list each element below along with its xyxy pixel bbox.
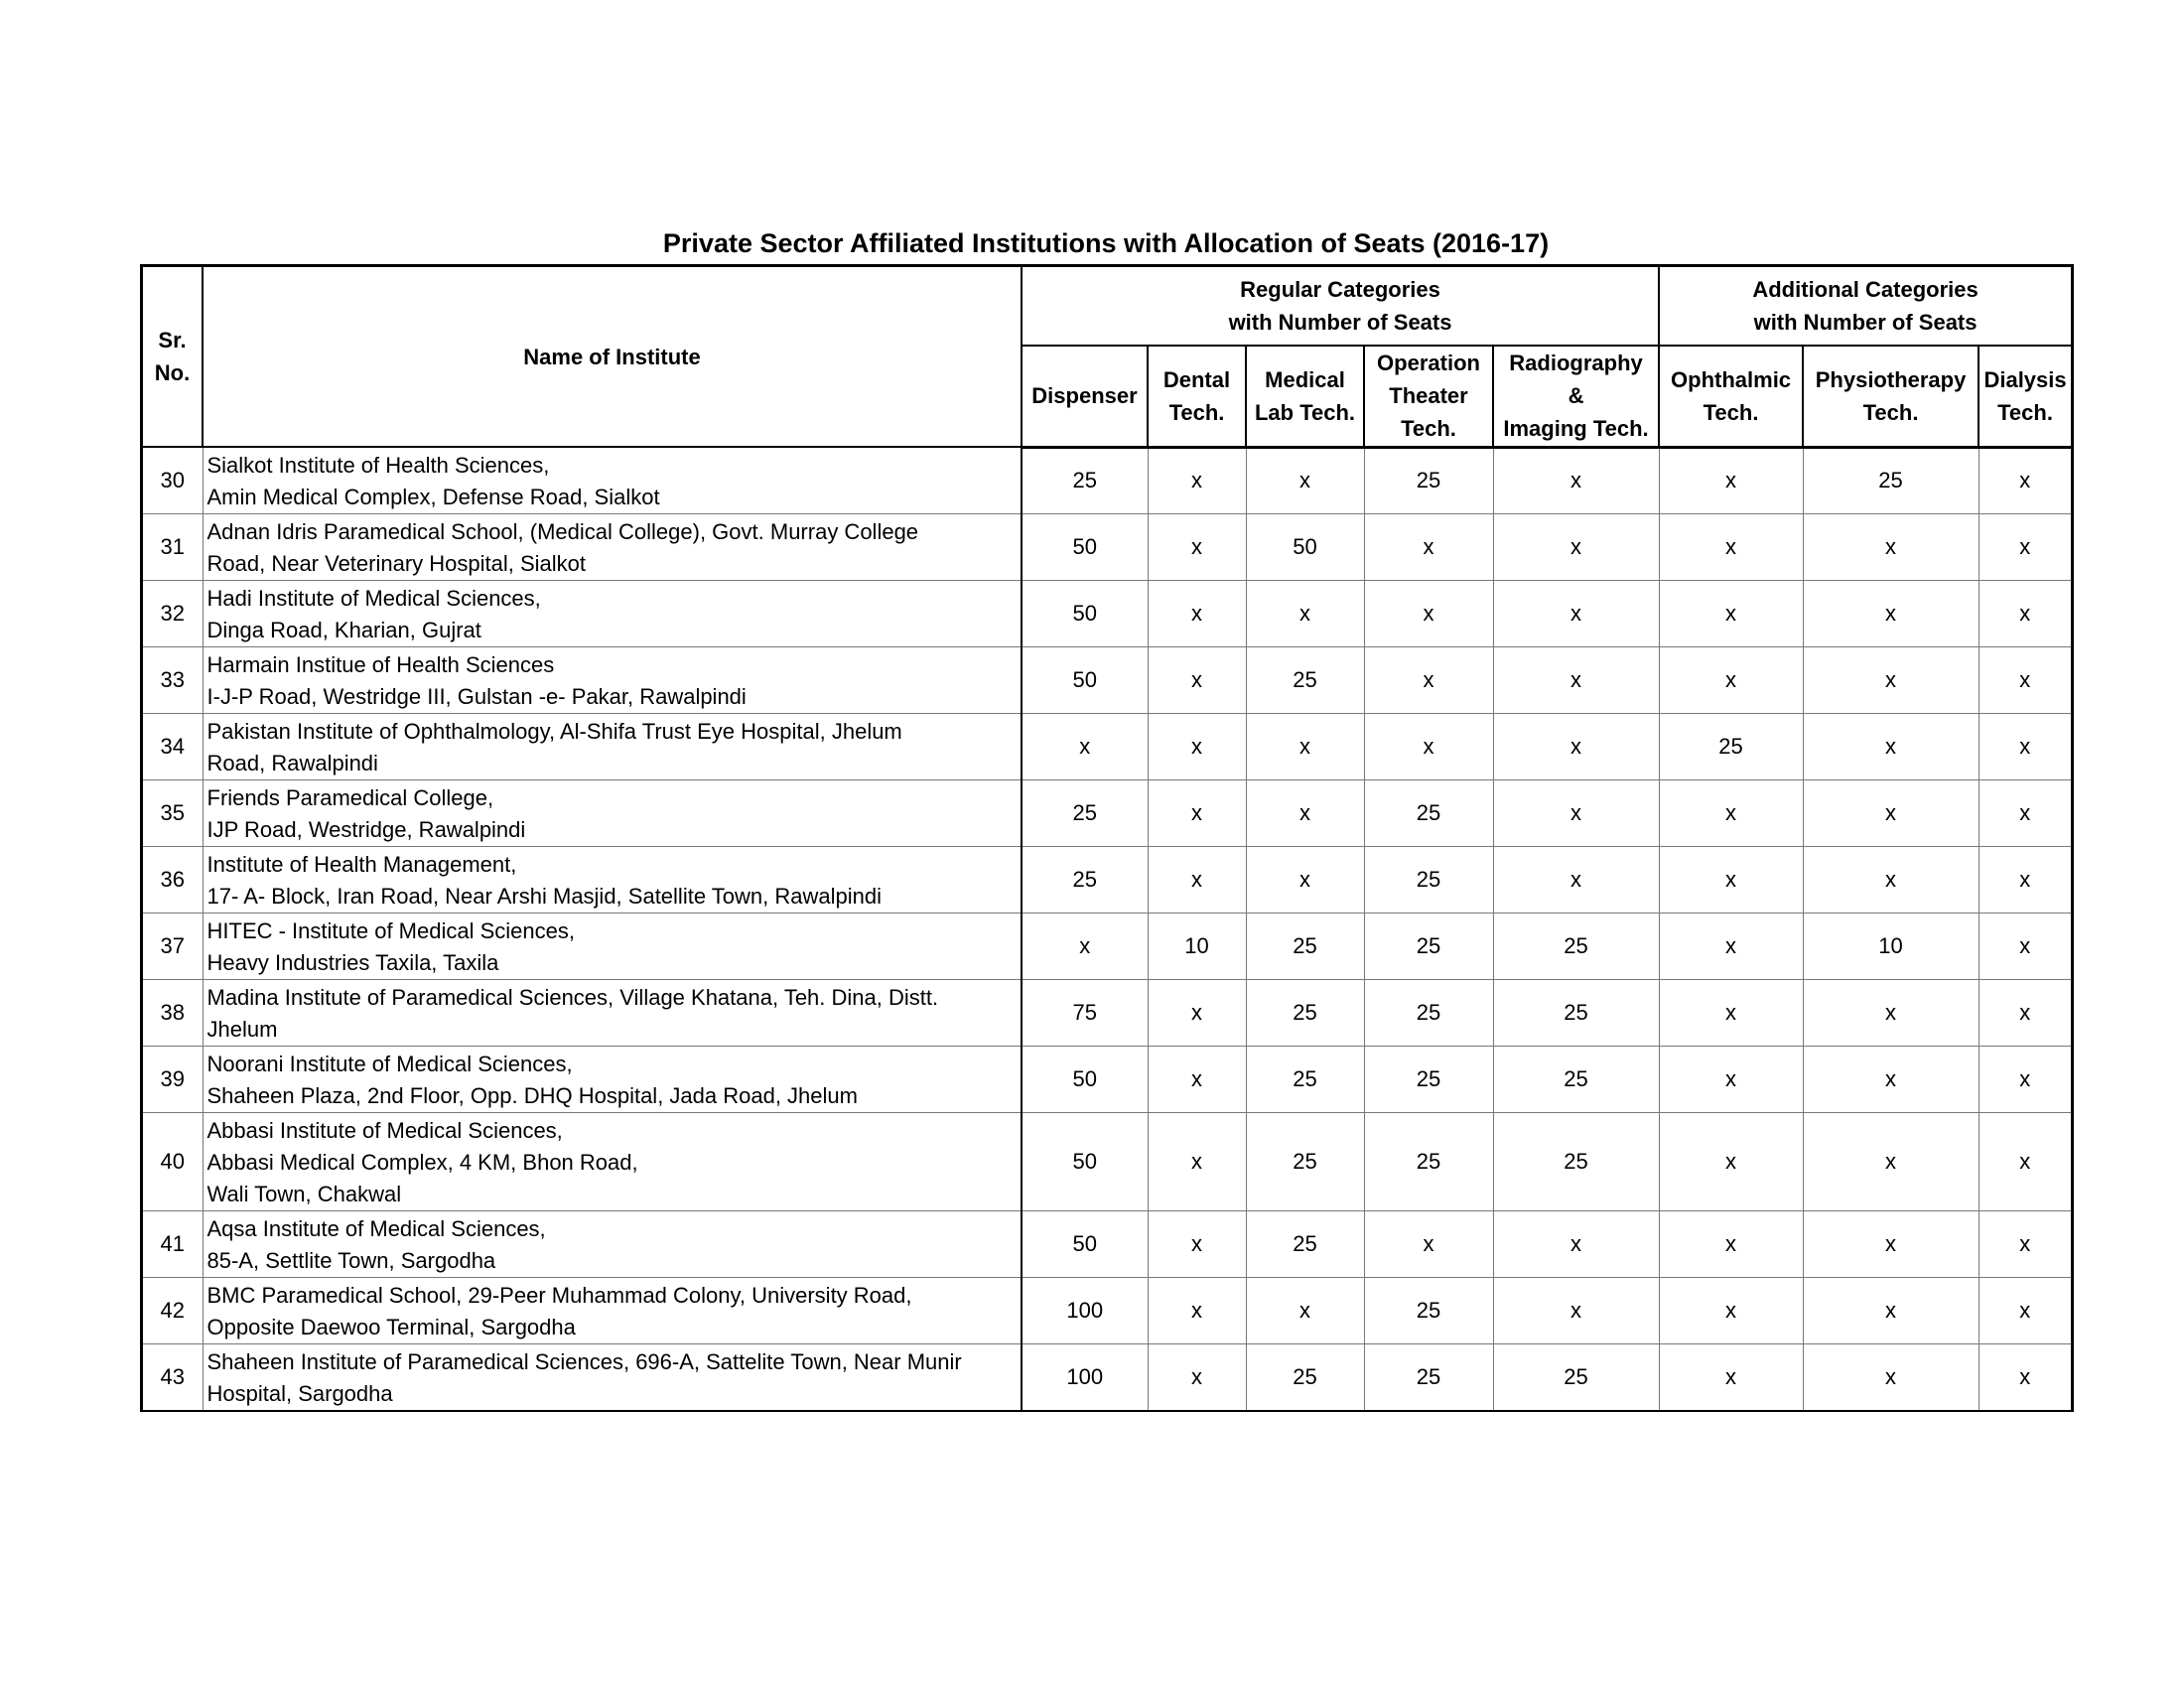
seats-medical-lab-tech-cell: x <box>1246 780 1364 847</box>
institute-name-line: Opposite Daewoo Terminal, Sargodha <box>206 1315 576 1339</box>
seats-dialysis-tech-cell: x <box>1979 1344 2072 1411</box>
seats-physiotherapy-tech-cell: x <box>1803 780 1979 847</box>
institute-name-line: Aqsa Institute of Medical Sciences, <box>206 1216 546 1241</box>
seats-medical-lab-tech-cell: 25 <box>1246 1211 1364 1278</box>
seats-dispenser-cell: 50 <box>1022 581 1148 647</box>
sr-no-cell: 36 <box>142 847 203 914</box>
header-additional-categories: Additional Categories with Number of Seats <box>1659 266 2072 346</box>
institute-name-cell <box>203 1278 1022 1344</box>
institute-name-line: Harmain Institue of Health Sciences <box>206 652 555 677</box>
institute-name-cell <box>203 1113 1022 1211</box>
sr-no-cell: 43 <box>142 1344 203 1411</box>
header-name-of-institute: Name of Institute <box>203 266 1022 447</box>
seats-medical-lab-tech-cell: x <box>1246 714 1364 780</box>
seats-dialysis-tech-cell: x <box>1979 1047 2072 1113</box>
sr-no-cell: 33 <box>142 647 203 714</box>
seats-physiotherapy-tech-cell: x <box>1803 1113 1979 1211</box>
seats-physiotherapy-tech-cell: x <box>1803 514 1979 581</box>
seats-ophthalmic-tech-cell: x <box>1659 847 1803 914</box>
header-dispenser: Dispenser <box>1022 346 1148 447</box>
seats-dialysis-tech-cell: x <box>1979 1211 2072 1278</box>
header-operation-theater-tech: Operation Theater Tech. <box>1364 346 1493 447</box>
seats-physiotherapy-tech-cell: x <box>1803 1344 1979 1411</box>
seats-operation-theater-tech-cell: 25 <box>1364 780 1493 847</box>
seats-dispenser-cell: x <box>1022 914 1148 980</box>
seats-ophthalmic-tech-cell: x <box>1659 1211 1803 1278</box>
sr-no-cell: 38 <box>142 980 203 1047</box>
seats-dispenser-cell: 50 <box>1022 1113 1148 1211</box>
seats-radiography-imaging-tech-cell: 25 <box>1493 1113 1659 1211</box>
institute-name-cell <box>203 514 1022 581</box>
sr-no-cell: 34 <box>142 714 203 780</box>
seats-ophthalmic-tech-cell: x <box>1659 1344 1803 1411</box>
seats-physiotherapy-tech-cell: x <box>1803 1211 1979 1278</box>
header-physiotherapy-tech: Physiotherapy Tech. <box>1803 346 1979 447</box>
institute-name-line: I-J-P Road, Westridge III, Gulstan -e- Pakar, Rawalpindi <box>206 684 747 709</box>
sr-no-cell: 39 <box>142 1047 203 1113</box>
seats-operation-theater-tech-cell: 25 <box>1364 1113 1493 1211</box>
institute-name-line: Wali Town, Chakwal <box>206 1182 402 1206</box>
seats-dispenser-cell: 50 <box>1022 1211 1148 1278</box>
seats-dental-tech-cell: x <box>1148 1211 1246 1278</box>
institute-name-line: Pakistan Institute of Ophthalmology, Al-Shifa Trust Eye Hospital, Jhelum <box>206 719 902 744</box>
seats-physiotherapy-tech-cell: 10 <box>1803 914 1979 980</box>
seats-dispenser-cell: 50 <box>1022 1047 1148 1113</box>
institute-name-line: 17- A- Block, Iran Road, Near Arshi Masjid, Satellite Town, Rawalpindi <box>206 884 882 909</box>
seats-dispenser-cell: 25 <box>1022 847 1148 914</box>
table-row <box>142 714 2072 780</box>
seats-operation-theater-tech-cell: 25 <box>1364 1344 1493 1411</box>
sr-no-cell: 42 <box>142 1278 203 1344</box>
seats-dialysis-tech-cell: x <box>1979 447 2072 514</box>
sr-no-cell: 31 <box>142 514 203 581</box>
institute-name-cell <box>203 1211 1022 1278</box>
seats-dialysis-tech-cell: x <box>1979 647 2072 714</box>
institute-name-line: Shaheen Institute of Paramedical Sciences, 696-A, Sattelite Town, Near Munir <box>206 1349 962 1374</box>
seats-ophthalmic-tech-cell: x <box>1659 581 1803 647</box>
table-row <box>142 1344 2072 1411</box>
seats-medical-lab-tech-cell: 25 <box>1246 647 1364 714</box>
seats-ophthalmic-tech-cell: x <box>1659 780 1803 847</box>
seats-dental-tech-cell: x <box>1148 647 1246 714</box>
institute-name-line: Hospital, Sargodha <box>206 1381 393 1406</box>
table-row <box>142 980 2072 1047</box>
seats-dental-tech-cell: x <box>1148 1278 1246 1344</box>
sr-no-cell: 41 <box>142 1211 203 1278</box>
seats-radiography-imaging-tech-cell: 25 <box>1493 980 1659 1047</box>
seats-medical-lab-tech-cell: 25 <box>1246 914 1364 980</box>
seats-dialysis-tech-cell: x <box>1979 914 2072 980</box>
seats-dialysis-tech-cell: x <box>1979 1113 2072 1211</box>
sr-no-cell: 35 <box>142 780 203 847</box>
table-row <box>142 514 2072 581</box>
seats-physiotherapy-tech-cell: 25 <box>1803 447 1979 514</box>
seats-radiography-imaging-tech-cell: 25 <box>1493 914 1659 980</box>
institute-name-line: Madina Institute of Paramedical Sciences, Village Khatana, Teh. Dina, Distt. <box>206 985 939 1010</box>
seats-dental-tech-cell: x <box>1148 514 1246 581</box>
seats-medical-lab-tech-cell: 25 <box>1246 1047 1364 1113</box>
institute-name-line: BMC Paramedical School, 29-Peer Muhammad Colony, University Road, <box>206 1283 912 1308</box>
seats-dental-tech-cell: x <box>1148 847 1246 914</box>
seats-radiography-imaging-tech-cell: x <box>1493 847 1659 914</box>
seats-physiotherapy-tech-cell: x <box>1803 847 1979 914</box>
seats-medical-lab-tech-cell: 25 <box>1246 1344 1364 1411</box>
table-row <box>142 1047 2072 1113</box>
institute-name-line: 85-A, Settlite Town, Sargodha <box>206 1248 496 1273</box>
institute-name-line: Heavy Industries Taxila, Taxila <box>206 950 499 975</box>
seats-radiography-imaging-tech-cell: x <box>1493 714 1659 780</box>
institute-name-line: Noorani Institute of Medical Sciences, <box>206 1052 573 1076</box>
header-dental-tech: Dental Tech. <box>1148 346 1246 447</box>
seats-operation-theater-tech-cell: x <box>1364 1211 1493 1278</box>
seats-operation-theater-tech-cell: 25 <box>1364 447 1493 514</box>
institute-name-cell <box>203 980 1022 1047</box>
seats-radiography-imaging-tech-cell: x <box>1493 514 1659 581</box>
institute-name-cell <box>203 714 1022 780</box>
seats-dialysis-tech-cell: x <box>1979 847 2072 914</box>
seats-radiography-imaging-tech-cell: x <box>1493 1278 1659 1344</box>
institute-name-line: Sialkot Institute of Health Sciences, <box>206 453 550 478</box>
institute-name-line: Dinga Road, Kharian, Gujrat <box>206 618 481 642</box>
seats-ophthalmic-tech-cell: x <box>1659 1047 1803 1113</box>
sr-no-cell: 30 <box>142 447 203 514</box>
header-ophthalmic-tech: Ophthalmic Tech. <box>1659 346 1803 447</box>
seats-physiotherapy-tech-cell: x <box>1803 581 1979 647</box>
page-title: Private Sector Affiliated Institutions with Allocation of Seats (2016-17) <box>662 228 1550 258</box>
institute-name-line: Institute of Health Management, <box>206 852 517 877</box>
seats-dental-tech-cell: x <box>1148 447 1246 514</box>
seats-operation-theater-tech-cell: x <box>1364 714 1493 780</box>
seats-dispenser-cell: 100 <box>1022 1278 1148 1344</box>
seats-radiography-imaging-tech-cell: x <box>1493 581 1659 647</box>
institute-name-line: Hadi Institute of Medical Sciences, <box>206 586 541 611</box>
table-row <box>142 581 2072 647</box>
seats-dispenser-cell: 25 <box>1022 447 1148 514</box>
seats-ophthalmic-tech-cell: 25 <box>1659 714 1803 780</box>
institute-name-line: Adnan Idris Paramedical School, (Medical College), Govt. Murray College <box>206 519 919 544</box>
seats-dispenser-cell: 75 <box>1022 980 1148 1047</box>
institute-name-line: Amin Medical Complex, Defense Road, Sialkot <box>206 485 660 509</box>
seats-ophthalmic-tech-cell: x <box>1659 447 1803 514</box>
seats-medical-lab-tech-cell: 50 <box>1246 514 1364 581</box>
institute-name-line: Road, Rawalpindi <box>206 751 378 775</box>
seats-medical-lab-tech-cell: x <box>1246 581 1364 647</box>
seats-ophthalmic-tech-cell: x <box>1659 1113 1803 1211</box>
seats-dialysis-tech-cell: x <box>1979 980 2072 1047</box>
seats-dispenser-cell: 50 <box>1022 514 1148 581</box>
institute-name-cell <box>203 581 1022 647</box>
sr-no-cell: 40 <box>142 1113 203 1211</box>
table-row <box>142 1211 2072 1278</box>
seats-dental-tech-cell: 10 <box>1148 914 1246 980</box>
seats-medical-lab-tech-cell: x <box>1246 847 1364 914</box>
seats-ophthalmic-tech-cell: x <box>1659 914 1803 980</box>
seats-dental-tech-cell: x <box>1148 780 1246 847</box>
seats-operation-theater-tech-cell: 25 <box>1364 1278 1493 1344</box>
institute-name-line: HITEC - Institute of Medical Sciences, <box>206 918 575 943</box>
institute-name-line: Abbasi Institute of Medical Sciences, <box>206 1118 563 1143</box>
seats-ophthalmic-tech-cell: x <box>1659 1278 1803 1344</box>
sr-no-cell: 37 <box>142 914 203 980</box>
seats-operation-theater-tech-cell: 25 <box>1364 914 1493 980</box>
seats-dialysis-tech-cell: x <box>1979 514 2072 581</box>
seats-dental-tech-cell: x <box>1148 980 1246 1047</box>
seats-ophthalmic-tech-cell: x <box>1659 514 1803 581</box>
sr-no-cell: 32 <box>142 581 203 647</box>
seats-radiography-imaging-tech-cell: 25 <box>1493 1344 1659 1411</box>
seats-radiography-imaging-tech-cell: x <box>1493 1211 1659 1278</box>
institute-name-line: Jhelum <box>206 1017 278 1042</box>
seats-medical-lab-tech-cell: x <box>1246 447 1364 514</box>
institute-name-cell <box>203 647 1022 714</box>
seats-dental-tech-cell: x <box>1148 1047 1246 1113</box>
institute-name-cell <box>203 914 1022 980</box>
seats-radiography-imaging-tech-cell: x <box>1493 647 1659 714</box>
seats-dialysis-tech-cell: x <box>1979 780 2072 847</box>
table-row <box>142 847 2072 914</box>
table-row <box>142 447 2072 514</box>
seats-dispenser-cell: 25 <box>1022 780 1148 847</box>
seats-dental-tech-cell: x <box>1148 581 1246 647</box>
seats-dispenser-cell: 100 <box>1022 1344 1148 1411</box>
seats-radiography-imaging-tech-cell: x <box>1493 780 1659 847</box>
table-row <box>142 1113 2072 1211</box>
table-row <box>142 914 2072 980</box>
institute-name-line: Abbasi Medical Complex, 4 KM, Bhon Road, <box>206 1150 638 1175</box>
institute-name-line: Friends Paramedical College, <box>206 785 494 810</box>
institute-name-cell <box>203 1047 1022 1113</box>
seats-radiography-imaging-tech-cell: x <box>1493 447 1659 514</box>
seats-operation-theater-tech-cell: x <box>1364 581 1493 647</box>
seats-operation-theater-tech-cell: 25 <box>1364 1047 1493 1113</box>
institute-name-line: IJP Road, Westridge, Rawalpindi <box>206 817 526 842</box>
seats-physiotherapy-tech-cell: x <box>1803 647 1979 714</box>
seats-operation-theater-tech-cell: 25 <box>1364 847 1493 914</box>
seat-allocation-table <box>141 265 2073 1411</box>
seats-physiotherapy-tech-cell: x <box>1803 1047 1979 1113</box>
institute-name-cell <box>203 780 1022 847</box>
seats-dialysis-tech-cell: x <box>1979 581 2072 647</box>
seats-dispenser-cell: x <box>1022 714 1148 780</box>
institute-name-line: Road, Near Veterinary Hospital, Sialkot <box>206 551 587 576</box>
seats-dialysis-tech-cell: x <box>1979 1278 2072 1344</box>
seats-dental-tech-cell: x <box>1148 714 1246 780</box>
seats-ophthalmic-tech-cell: x <box>1659 980 1803 1047</box>
header-radiography-imaging-tech: Radiography & Imaging Tech. <box>1493 346 1659 447</box>
seats-physiotherapy-tech-cell: x <box>1803 980 1979 1047</box>
institute-name-cell <box>203 447 1022 514</box>
institute-name-cell <box>203 847 1022 914</box>
seats-physiotherapy-tech-cell: x <box>1803 714 1979 780</box>
seats-medical-lab-tech-cell: 25 <box>1246 980 1364 1047</box>
seats-dental-tech-cell: x <box>1148 1113 1246 1211</box>
seats-medical-lab-tech-cell: 25 <box>1246 1113 1364 1211</box>
header-regular-categories: Regular Categories with Number of Seats <box>1022 266 1659 346</box>
table-row <box>142 647 2072 714</box>
seats-dialysis-tech-cell: x <box>1979 714 2072 780</box>
header-sr-no: Sr. No. <box>142 266 203 447</box>
institute-name-cell <box>203 1344 1022 1411</box>
table-row <box>142 1278 2072 1344</box>
seats-medical-lab-tech-cell: x <box>1246 1278 1364 1344</box>
table-row <box>142 780 2072 847</box>
seats-ophthalmic-tech-cell: x <box>1659 647 1803 714</box>
seats-dental-tech-cell: x <box>1148 1344 1246 1411</box>
header-medical-lab-tech: Medical Lab Tech. <box>1246 346 1364 447</box>
institute-name-line: Shaheen Plaza, 2nd Floor, Opp. DHQ Hospital, Jada Road, Jhelum <box>206 1083 858 1108</box>
seats-dispenser-cell: 50 <box>1022 647 1148 714</box>
seats-operation-theater-tech-cell: 25 <box>1364 980 1493 1047</box>
seats-physiotherapy-tech-cell: x <box>1803 1278 1979 1344</box>
seats-operation-theater-tech-cell: x <box>1364 514 1493 581</box>
header-dialysis-tech: Dialysis Tech. <box>1979 346 2072 447</box>
seats-operation-theater-tech-cell: x <box>1364 647 1493 714</box>
seats-radiography-imaging-tech-cell: 25 <box>1493 1047 1659 1113</box>
